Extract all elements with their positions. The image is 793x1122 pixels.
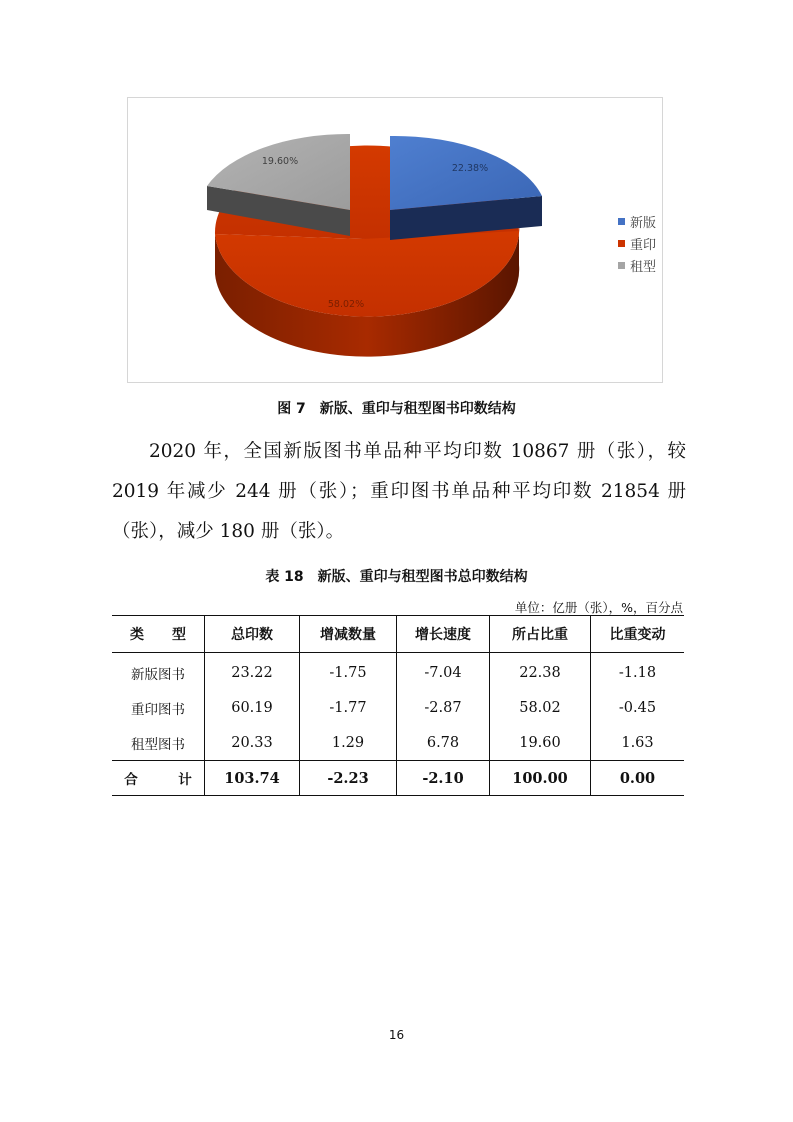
col-header-share: 所占比重 — [490, 616, 591, 653]
col-header-change: 增减数量 — [300, 616, 397, 653]
legend-item-rental — [618, 254, 656, 276]
cell: -2.23 — [300, 761, 397, 796]
col-header-type: 类 型 — [112, 616, 205, 653]
cell: 20.33 — [205, 725, 300, 761]
data-label-reprint: 58.02% — [327, 299, 365, 310]
legend-swatch — [618, 240, 625, 247]
table-row — [112, 653, 684, 691]
body-paragraph — [112, 432, 686, 552]
cell: 0.00 — [591, 761, 685, 796]
table-total-row — [112, 761, 684, 796]
figure-caption: 图 7 新版、重印与租型图书印数结构 — [277, 401, 516, 417]
col-header-share-change: 比重变动 — [591, 616, 685, 653]
col-header-growth: 增长速度 — [397, 616, 490, 653]
chart-legend — [618, 210, 656, 276]
cell: -1.77 — [300, 690, 397, 725]
table-row — [112, 690, 684, 725]
paragraph-text: 2020 年，全国新版图书单品种平均印数 10867 册（张），较 2019 年减少 244 册（张）；重印图书单品种平均印数 21854 册（张），减少 180 册（张）。 — [112, 441, 686, 542]
cell: 60.19 — [205, 690, 300, 725]
cell: -7.04 — [397, 653, 490, 691]
cell: 重印图书 — [131, 701, 185, 718]
data-label-new: 22.38% — [451, 163, 489, 174]
table-caption: 表 18 新版、重印与租型图书总印数结构 — [265, 569, 528, 585]
cell: -0.45 — [591, 690, 685, 725]
cell: 合 计 — [112, 761, 205, 796]
cell: 103.74 — [205, 761, 300, 796]
pie-chart — [127, 97, 663, 383]
cell: 1.29 — [300, 725, 397, 761]
cell: 100.00 — [490, 761, 591, 796]
print-structure-table — [112, 615, 684, 796]
cell: -2.10 — [397, 761, 490, 796]
cell: 租型图书 — [131, 736, 185, 753]
legend-label: 租型 — [630, 259, 657, 275]
pie-chart-svg — [128, 98, 664, 384]
table-header-row — [112, 616, 684, 653]
cell: 1.63 — [591, 725, 685, 761]
cell: 22.38 — [490, 653, 591, 691]
cell: -1.18 — [591, 653, 685, 691]
unit-note: 单位：亿册（张），%，百分点 — [514, 600, 683, 615]
cell: 6.78 — [397, 725, 490, 761]
legend-label: 重印 — [630, 237, 657, 253]
cell: 58.02 — [490, 690, 591, 725]
legend-swatch — [618, 262, 625, 269]
legend-item-new — [618, 210, 656, 232]
cell: -2.87 — [397, 690, 490, 725]
cell: 23.22 — [205, 653, 300, 691]
table-row — [112, 725, 684, 761]
data-label-rental: 19.60% — [261, 156, 299, 167]
cell: 新版图书 — [131, 666, 185, 683]
legend-label: 新版 — [630, 215, 657, 231]
cell: -1.75 — [300, 653, 397, 691]
page-number: 16 — [388, 1028, 405, 1042]
legend-swatch — [618, 218, 625, 225]
col-header-total: 总印数 — [205, 616, 300, 653]
legend-item-reprint — [618, 232, 656, 254]
cell: 19.60 — [490, 725, 591, 761]
